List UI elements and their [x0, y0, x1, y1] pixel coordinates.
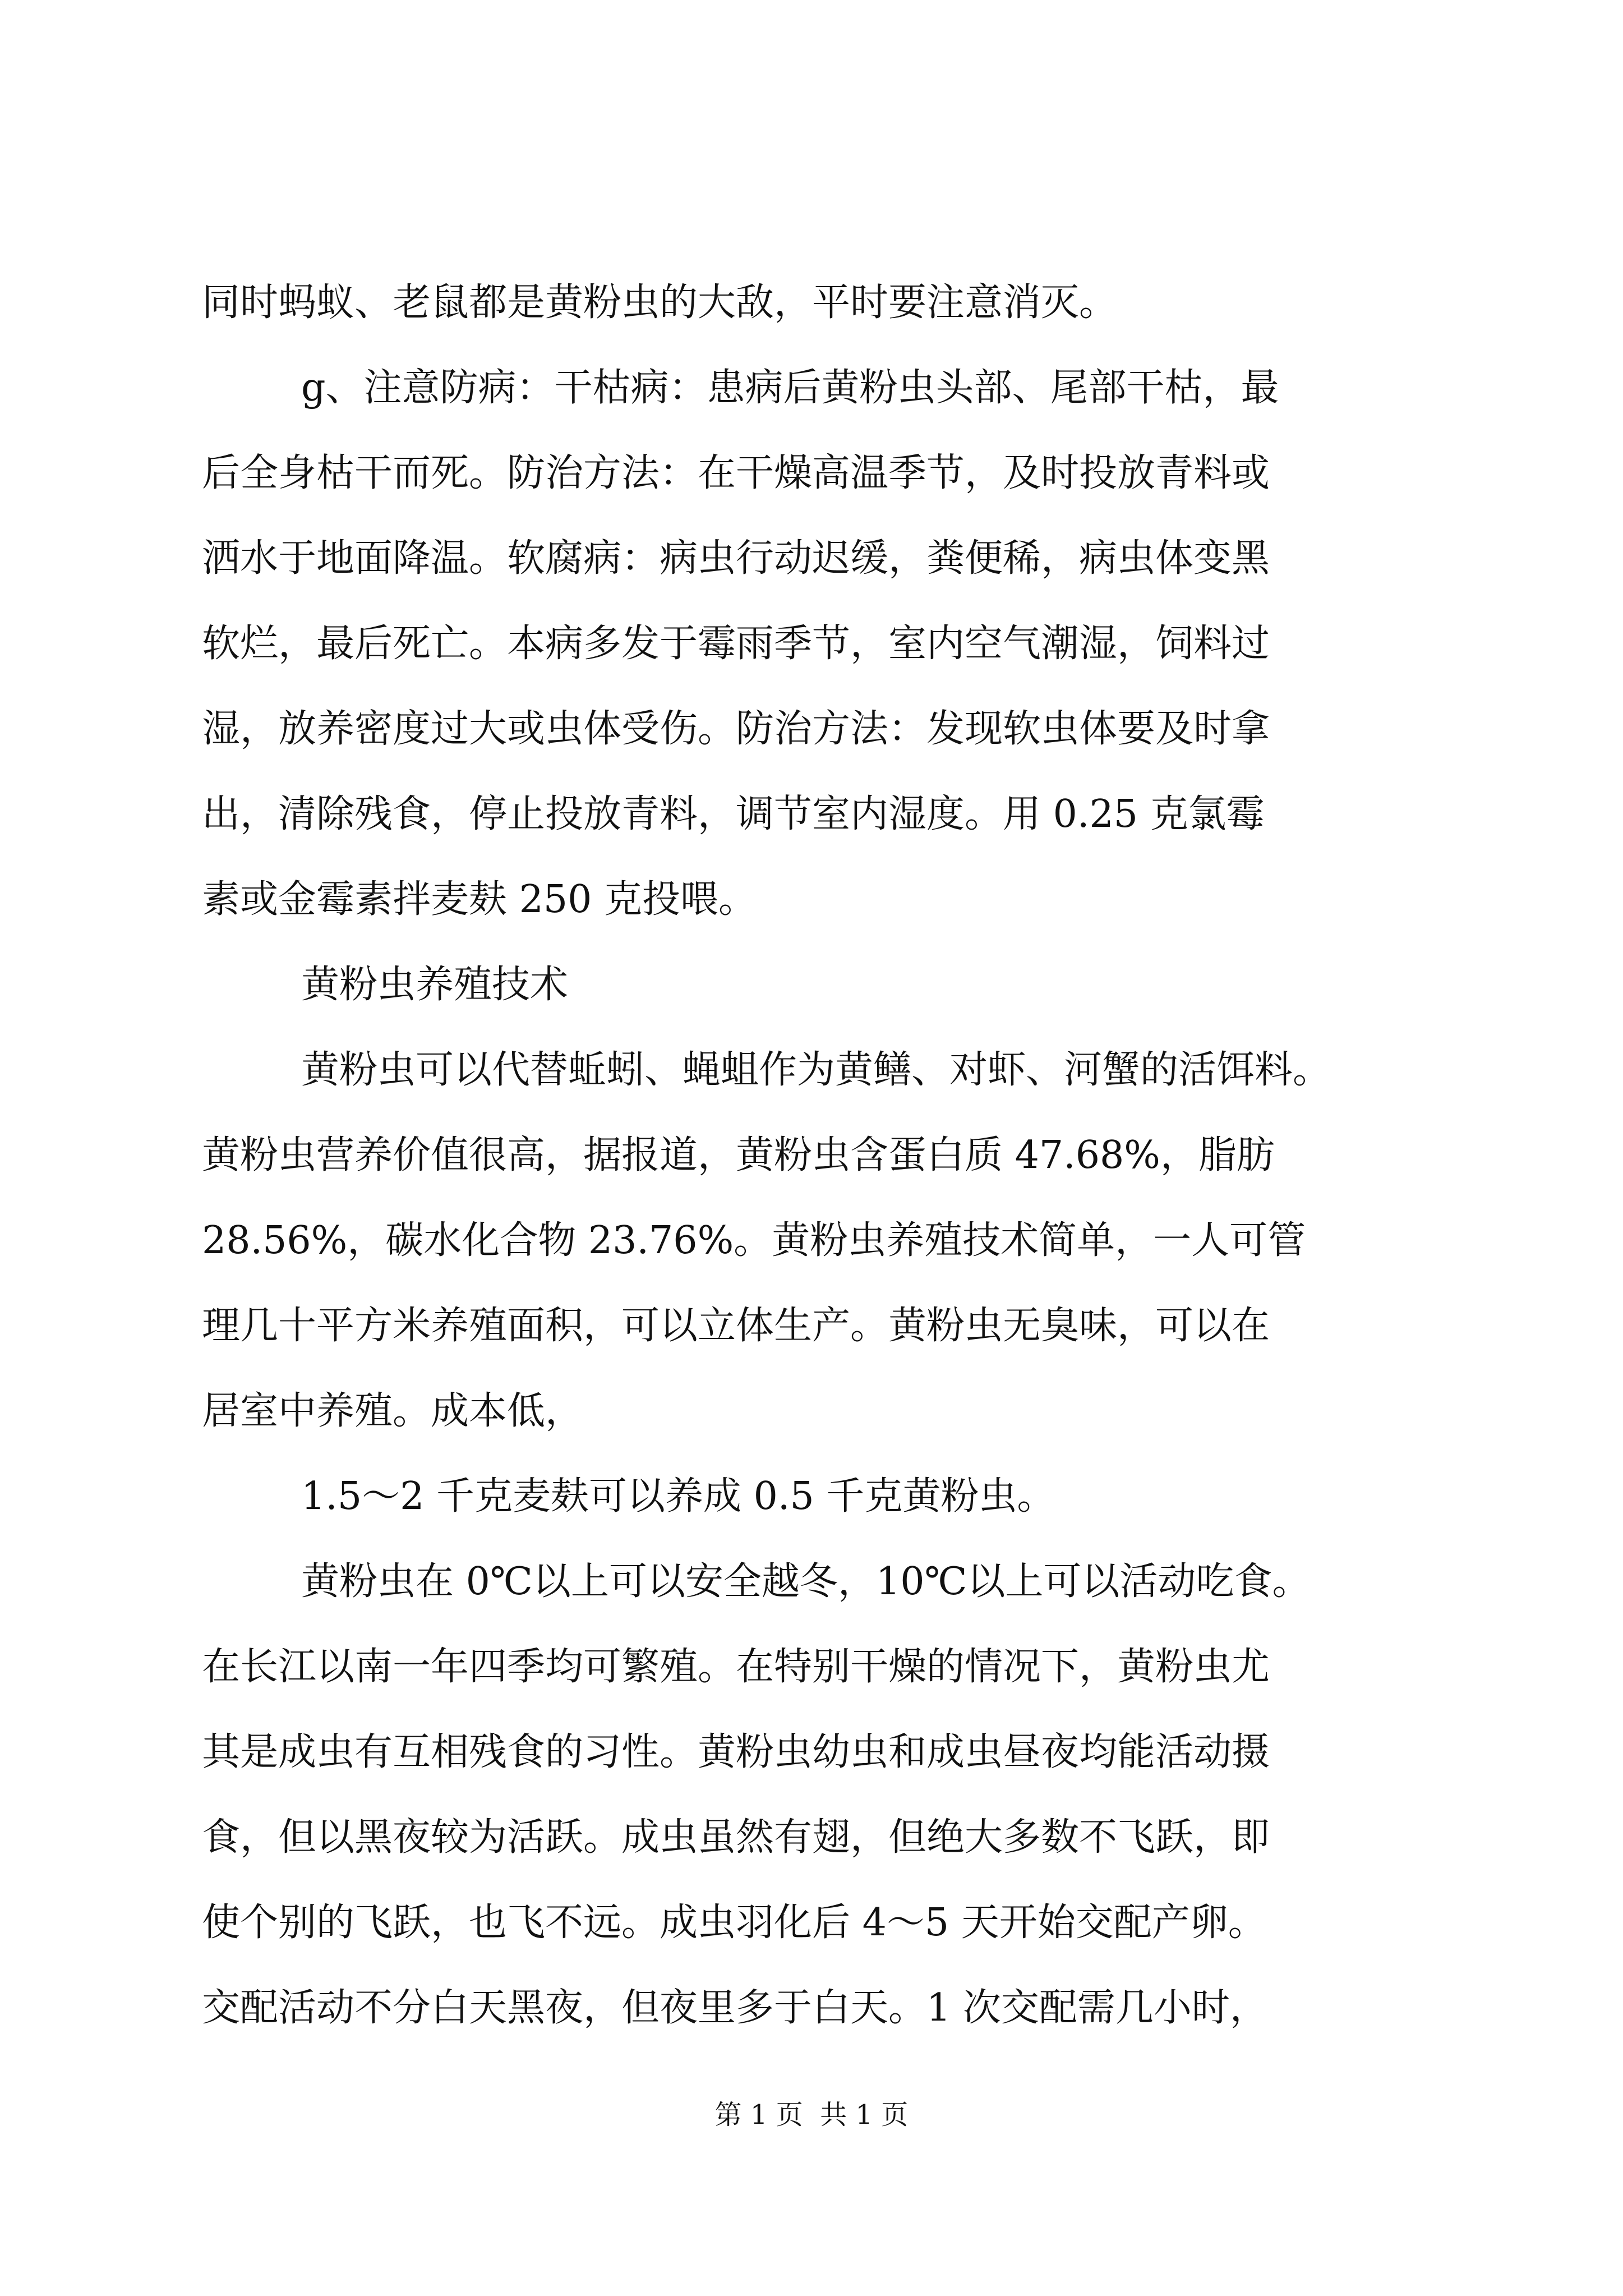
- text-line: 28.56%，碳水化合物 23.76%。黄粉虫养殖技术简单，一人可管: [202, 1218, 1306, 1263]
- text-line: 同时蚂蚁、老鼠都是黄粉虫的大敌，平时要注意消灭。: [202, 280, 1118, 325]
- text-line: 居室中养殖。成本低，: [202, 1389, 584, 1433]
- text-line: 1.5～2 千克麦麸可以养成 0.5 千克黄粉虫。: [301, 1474, 1055, 1519]
- text-line: g、注意防病：干枯病：患病后黄粉虫头部、尾部干枯，最: [301, 366, 1279, 410]
- text-line: 素或金霉素拌麦麸 250 克投喂。: [202, 877, 757, 922]
- text-line: 出，清除残食，停止投放青料，调节室内湿度。用 0.25 克氯霉: [202, 792, 1265, 836]
- text-line: 洒水于地面降温。软腐病：病虫行动迟缓，粪便稀，病虫体变黑: [202, 536, 1270, 581]
- text-line: 软烂，最后死亡。本病多发于霉雨季节，室内空气潮湿，饲料过: [202, 622, 1270, 666]
- text-line: 其是成虫有互相残食的习性。黄粉虫幼虫和成虫昼夜均能活动摄: [202, 1730, 1270, 1774]
- text-line: 理几十平方米养殖面积，可以立体生产。黄粉虫无臭味，可以在: [202, 1304, 1270, 1348]
- text-line: 黄粉虫营养价值很高，据报道，黄粉虫含蛋白质 47.68%，脂肪: [202, 1133, 1275, 1177]
- page-number-footer: 第 1 页 共 1 页: [714, 2099, 909, 2131]
- text-line: 在长江以南一年四季均可繁殖。在特别干燥的情况下，黄粉虫尤: [202, 1645, 1270, 1689]
- text-line: 湿，放养密度过大或虫体受伤。防治方法：发现软虫体要及时拿: [202, 707, 1270, 751]
- text-line: 交配活动不分白天黑夜，但夜里多于白天。1 次交配需几小时，: [202, 1986, 1268, 2030]
- text-line: 使个别的飞跃，也飞不远。成虫羽化后 4～5 天开始交配产卵。: [202, 1901, 1266, 1945]
- text-line: 食，但以黑夜较为活跃。成虫虽然有翅，但绝大多数不飞跃，即: [202, 1815, 1270, 1860]
- section-heading: 黄粉虫养殖技术: [301, 963, 569, 1007]
- text-line: 后全身枯干而死。防治方法：在干燥高温季节，及时投放青料或: [202, 451, 1270, 495]
- text-line: 黄粉虫可以代替蚯蚓、蝇蛆作为黄鳝、对虾、河蟹的活饵料。: [301, 1048, 1331, 1092]
- text-line: 黄粉虫在 0℃以上可以安全越冬，10℃以上可以活动吃食。: [301, 1559, 1311, 1604]
